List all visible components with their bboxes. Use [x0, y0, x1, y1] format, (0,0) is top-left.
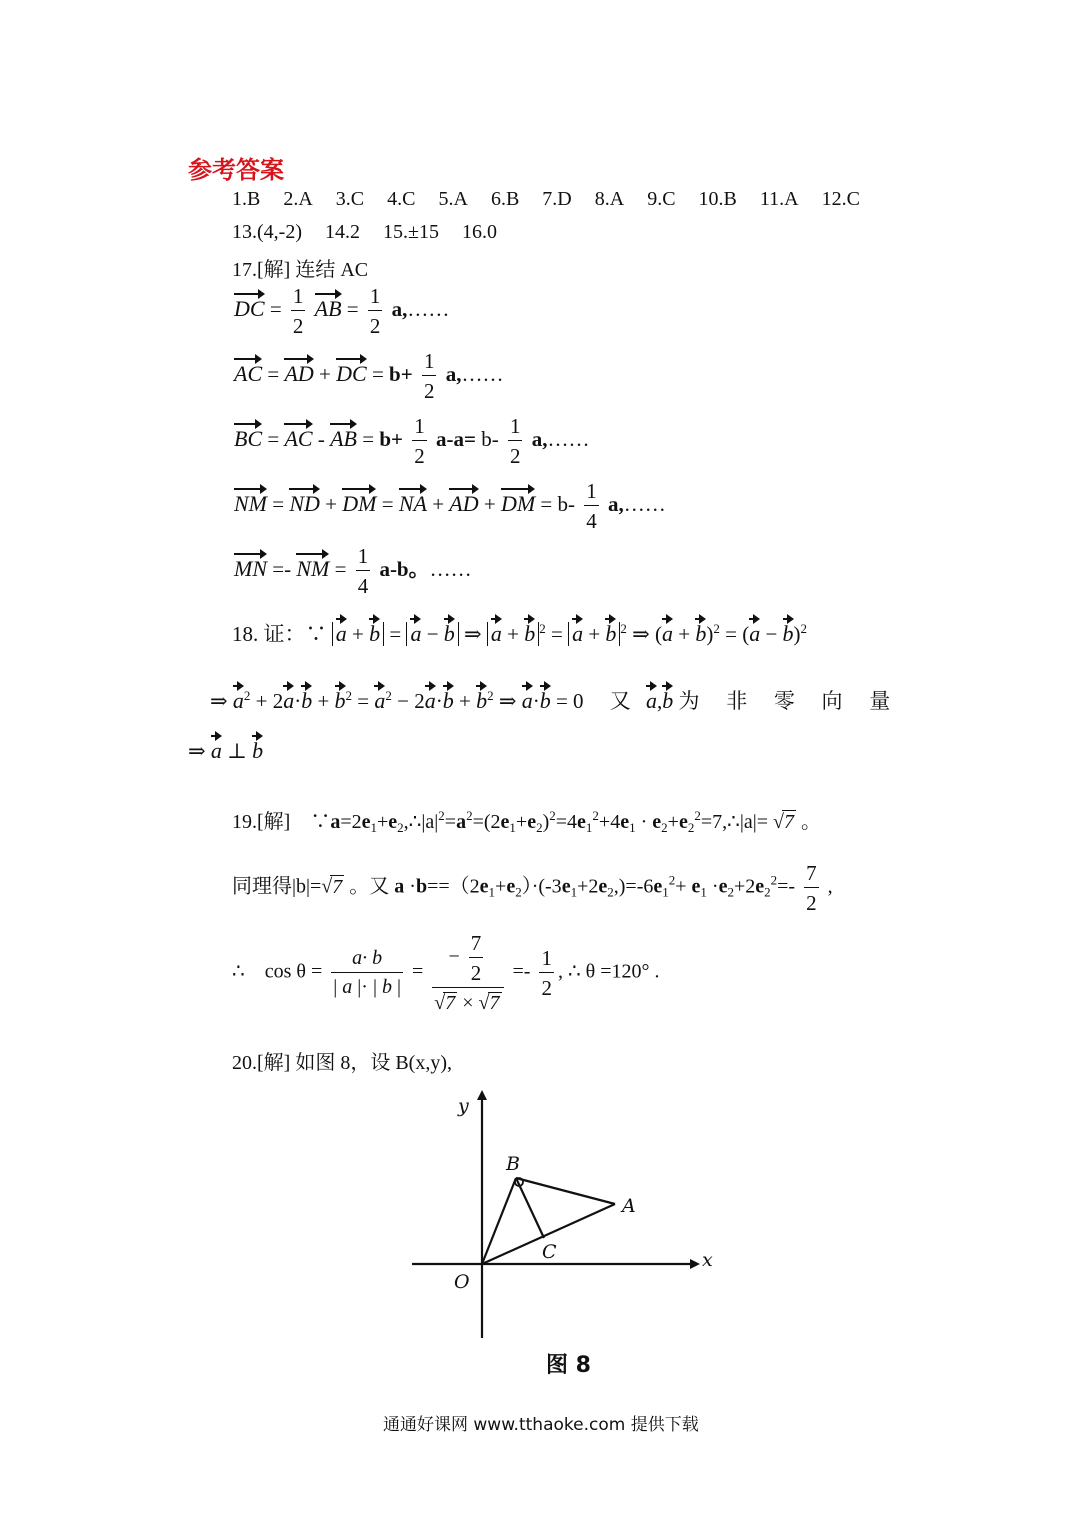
answer-item: 15.±15	[382, 221, 439, 243]
axis-label-x: x	[702, 1249, 713, 1271]
answer-item: 3.C	[335, 188, 365, 210]
point-label-c: C	[542, 1241, 557, 1263]
answer-item: 4.C	[387, 188, 416, 210]
problem-19-line-2: 同理得|b|=√7 。又 $a \cdot b==(2e_1+e_2)\cdot(-3e_1+2e_2,)=-6e_1^2+ e_1 \cdot e_2+2e_2^2=-$ $\frac{7}{2}$ ,	[232, 861, 833, 916]
answer-item: 6.B	[490, 188, 520, 210]
answer-item: 1.B	[232, 188, 261, 210]
segment-bc	[516, 1178, 544, 1238]
answer-item: 11.A	[759, 188, 799, 210]
answer-item: 5.A	[438, 188, 468, 210]
eq-bc: BC = AC - AB = b+ $\frac{1}{2}$ a-a= b- $\frac{1}{2}$ a,……	[234, 414, 590, 469]
eq-mn: MN =- NM = $\frac{1}{4}$ a-b。……	[234, 544, 472, 599]
axis-label-y: y	[458, 1095, 469, 1117]
answer-item: 9.C	[647, 188, 676, 210]
answer-item: 7.D	[542, 188, 572, 210]
eq-dc: DC = $\frac{1}{2}$ AB = $\frac{1}{2}$ a,……	[234, 284, 450, 339]
point-label-b: B	[506, 1153, 520, 1175]
problem-18-conclusion: ⇒ a ⊥ b	[188, 738, 264, 763]
point-label-o: O	[454, 1271, 470, 1293]
answer-item: 8.A	[594, 188, 625, 210]
problem-20-intro: 20.[解] 如图 8，设 B(x,y),	[232, 1052, 452, 1074]
answer-item: 13.(4,-2)	[232, 221, 302, 243]
segment-ba	[516, 1178, 615, 1204]
answers-row-1	[232, 188, 883, 211]
answers-row-2	[232, 221, 520, 244]
figure-8-diagram	[400, 1088, 730, 1348]
answer-item: 12.C	[821, 188, 860, 210]
answer-item: 10.B	[698, 188, 737, 210]
y-axis-arrow	[477, 1090, 487, 1100]
problem-18-line-2: ⇒ $a^2 + 2a\cdot b + b^2 = a^2 - 2a\cdot b + b^2$ ⇒ a·b = 0 又 a,b 为 非 零 向 量	[210, 688, 901, 713]
x-axis-arrow	[690, 1259, 700, 1269]
problem-19-line-3: ∴ cos θ = $\frac{a\cdot b}{| a |\cdot | b |}$ = − $\frac{7}{2}$ √7 × √7 =- $\frac{1}{2}$ , ∴ θ =120° .	[232, 931, 660, 1015]
answer-item: 14.2	[324, 221, 360, 243]
footer-credit: 通通好课网 www.tthaoke.com 提供下载	[383, 1415, 699, 1435]
point-label-a: A	[622, 1195, 636, 1217]
figure-caption: 图 8	[546, 1353, 591, 1378]
answer-key-heading: 参考答案	[188, 156, 284, 184]
problem-19-line-1: 19.[解] $\because a=2e_1+e_2,\therefore|a|^2=a^2=(2e_1+e_2)^2=4e_1^2+4e_1$ · $e_2+e_2^2=7,\therefore|a|= √7$ 。	[232, 808, 821, 835]
problem-18-line-1: 18. 证：∵ a + b = a − b ⇒ a + b $^2$ = a + b $^2$ ⇒ $(a + b)^2 = (a - b)^2$	[232, 621, 808, 646]
answer-item: 16.0	[461, 221, 497, 243]
eq-ac: AC = AD + DC = b+ $\frac{1}{2}$ a,……	[234, 349, 504, 404]
answer-item: 2.A	[283, 188, 313, 210]
eq-nm: NM = ND + DM = NA + AD + DM = b- $\frac{1}{4}$ a,……	[234, 479, 666, 534]
problem-17-intro: 17.[解] 连结 AC	[232, 259, 369, 281]
